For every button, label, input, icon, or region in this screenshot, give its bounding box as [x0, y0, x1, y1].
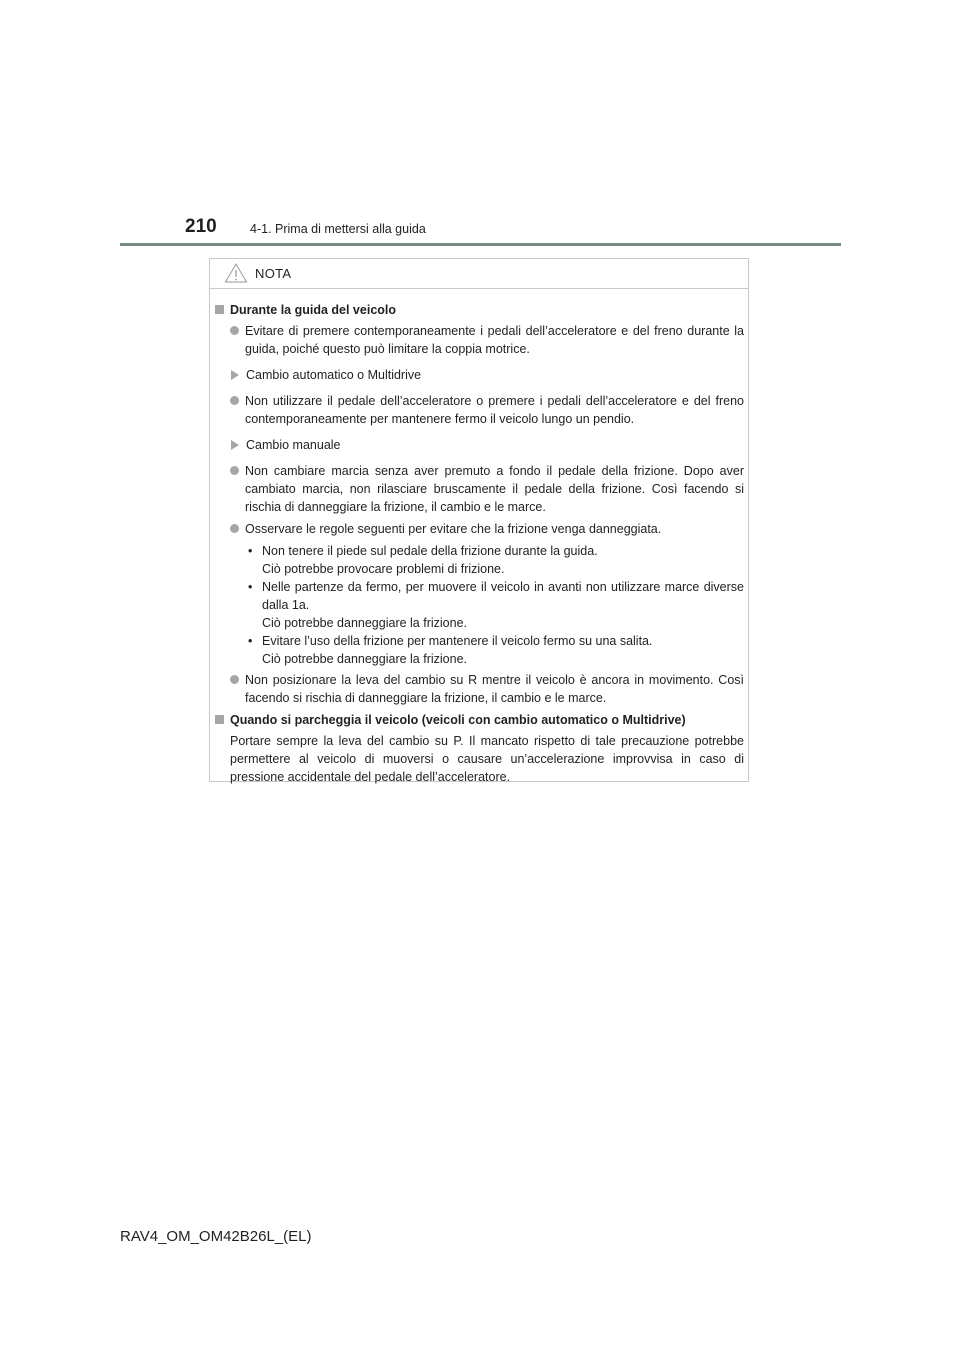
sub-item-text: Ciò potrebbe danneggiare la frizione. — [262, 616, 467, 630]
sub-list — [248, 542, 744, 668]
paragraph: Portare sempre la leva del cambio su P. Il mancato rispetto di tale precauzione potrebbe permettere al veicolo di muoversi o causare un’accelerazione improvvisa in caso di pressione accidentale del pedale dell’acceleratore. — [230, 734, 744, 784]
heading-text: Durante la guida del veicolo — [230, 303, 397, 317]
subheading-text: Cambio automatico o Multidrive — [246, 368, 422, 382]
dot-bullet: • — [248, 634, 253, 648]
item-text: Non posizionare la leva del cambio su R mentre il veicolo è ancora in movimento. Così facendo si rischia di danneggiare la frizione, il cambio e le marce. — [245, 673, 744, 705]
circle-bullet-icon — [230, 396, 239, 405]
circle-bullet-icon — [230, 524, 239, 533]
square-bullet-icon — [215, 715, 224, 724]
note-body — [215, 301, 744, 786]
subheading — [230, 366, 744, 384]
section-title: 4-1. Prima di mettersi alla guida — [250, 222, 426, 236]
item-text: Osservare le regole seguenti per evitare che la frizione venga danneggiata. — [245, 522, 662, 536]
sub-item-text: Nelle partenze da fermo, per muovere il veicolo in avanti non utilizzare marce diverse dalla 1a. — [262, 580, 744, 612]
sub-item-text: Ciò potrebbe provocare problemi di frizione. — [262, 562, 505, 576]
item-text: Non cambiare marcia senza aver premuto a fondo il pedale della frizione. Dopo aver cambiato marcia, non rilasciare bruscamente il pedale della frizione. Così facendo si rischia di danneggiare la frizione, il cambio e le marce. — [245, 464, 744, 514]
sub-item-text: Non tenere il piede sul pedale della frizione durante la guida. — [262, 544, 598, 558]
dot-bullet: • — [248, 580, 253, 594]
section-heading — [215, 711, 744, 729]
sub-item-continuation — [248, 614, 744, 632]
dot-bullet: • — [248, 544, 253, 558]
item-text: Evitare di premere contemporaneamente i pedali dell’acceleratore e del freno durante la guida, poiché questo può limitare la coppia motrice. — [245, 324, 744, 356]
list-item — [230, 520, 744, 538]
document-code: RAV4_OM_OM42B26L_(EL) — [120, 1228, 312, 1245]
sub-item-text: Evitare l’uso della frizione per mantenere il veicolo fermo su una salita. — [262, 634, 653, 648]
subheading — [230, 436, 744, 454]
sub-item-text: Ciò potrebbe danneggiare la frizione. — [262, 652, 467, 666]
circle-bullet-icon — [230, 326, 239, 335]
circle-bullet-icon — [230, 675, 239, 684]
sub-item — [248, 542, 744, 560]
warning-triangle-icon — [224, 262, 248, 284]
subheading-text: Cambio manuale — [246, 438, 341, 452]
list-item — [230, 671, 744, 707]
note-box — [209, 258, 749, 782]
heading-text: Quando si parcheggia il veicolo (veicoli con cambio automatico o Multidrive) — [230, 713, 686, 727]
triangle-bullet-icon — [231, 440, 239, 450]
item-text: Non utilizzare il pedale dell’acceleratore o premere i pedali dell’acceleratore e del freno contemporaneamente per mantenere fermo il veicolo lungo un pendio. — [245, 394, 744, 426]
sub-item — [248, 632, 744, 650]
list-item — [230, 462, 744, 516]
header-rule — [120, 243, 841, 246]
square-bullet-icon — [215, 305, 224, 314]
sub-item-continuation — [248, 560, 744, 578]
section-heading — [215, 301, 744, 319]
note-header — [210, 259, 748, 289]
sub-item-continuation — [248, 650, 744, 668]
sub-item — [248, 578, 744, 614]
note-title: NOTA — [255, 266, 292, 281]
page-number: 210 — [185, 216, 217, 237]
circle-bullet-icon — [230, 466, 239, 475]
triangle-bullet-icon — [231, 370, 239, 380]
list-item — [230, 392, 744, 428]
list-item — [230, 322, 744, 358]
